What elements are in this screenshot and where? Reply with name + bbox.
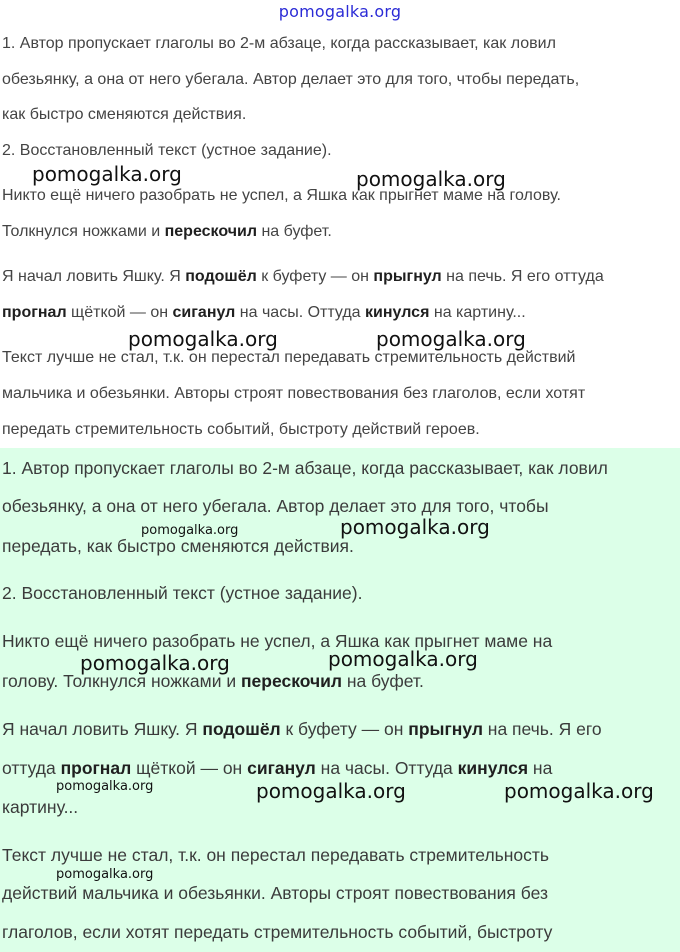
text-line: как быстро сменяются действия. [2,106,247,123]
bold-verb: подошёл [185,268,257,285]
text-line: голову. Толкнулся ножками и перескочил на буфет. [2,671,424,691]
bold-verb: перескочил [240,671,343,691]
text-line: Текст лучше не стал, т.к. он перестал передавать стремительность действий [2,349,576,366]
text-line: 2. Восстановленный текст (устное задание). [2,583,363,603]
text-line: обезьянку, а она от него убегала. Автор делает это для того, чтобы [2,496,549,516]
bold-verb: подошёл [202,719,281,739]
text-line: Я начал ловить Яшку. Я подошёл к буфету — он прыгнул на печь. Я его [2,719,602,739]
bold-verb: прыгнул [408,719,483,739]
bold-verb: прогнал [60,758,132,778]
text-line: мальчика и обезьянки. Авторы строят повествования без глаголов, если хотят [2,385,586,402]
watermark: pomogalka.org [128,327,278,351]
text-line: 1. Автор пропускает глаголы во 2-м абзаце, когда рассказывает, как ловил [2,35,556,52]
watermark: pomogalka.org [256,779,406,803]
watermark: pomogalka.org [328,647,478,671]
bold-verb: кинулся [365,304,430,321]
text-line: Никто ещё ничего разобрать не успел, а Яшка как прыгнет маме на [2,631,553,651]
text-line: прогнал щёткой — он сиганул на часы. Оттуда кинулся на картину... [2,304,526,321]
text-line: передать, как быстро сменяются действия. [2,536,354,556]
bold-verb: прыгнул [373,268,442,285]
text-line: 1. Автор пропускает глаголы во 2-м абзаце, когда рассказывает, как ловил [2,458,608,478]
watermark: pomogalka.org [32,162,182,186]
text-line: Толкнулся ножками и перескочил на буфет. [2,223,332,240]
text-line: глаголов, если хотят передать стремительность событий, быстроту [2,922,553,942]
watermark: pomogalka.org [56,867,154,882]
bold-verb: сиганул [172,304,236,321]
watermark: pomogalka.org [376,327,526,351]
text-line: передать стремительность событий, быстроту действий героев. [2,421,480,438]
text-line: Я начал ловить Яшку. Я подошёл к буфету — он прыгнул на печь. Я его оттуда [2,268,604,285]
bold-verb: кинулся [457,758,529,778]
watermark: pomogalka.org [340,515,490,539]
text-line: Никто ещё ничего разобрать не успел, а Яшка как прыгнет маме на голову. [2,187,561,204]
watermark: pomogalka.org [56,779,154,794]
watermark: pomogalka.org [141,523,239,538]
bold-verb: сиганул [247,758,316,778]
text-line: Текст лучше не стал, т.к. он перестал передавать стремительность [2,845,550,865]
watermark: pomogalka.org [80,651,230,675]
watermark: pomogalka.org [356,167,506,191]
bold-verb: прогнал [2,304,67,321]
site-link[interactable]: pomogalka.org [278,2,402,21]
watermark: pomogalka.org [504,779,654,803]
text-line: 2. Восстановленный текст (устное задание). [2,142,332,159]
text-line: действий мальчика и обезьянки. Авторы строят повествования без [2,883,548,903]
bold-verb: перескочил [164,223,257,240]
text-line: картину... [2,797,79,817]
text-line: обезьянку, а она от него убегала. Автор делает это для того, чтобы передать, [2,71,580,88]
answer-text-section [0,0,680,448]
text-line: оттуда прогнал щёткой — он сиганул на часы. Оттуда кинулся на [2,758,553,778]
